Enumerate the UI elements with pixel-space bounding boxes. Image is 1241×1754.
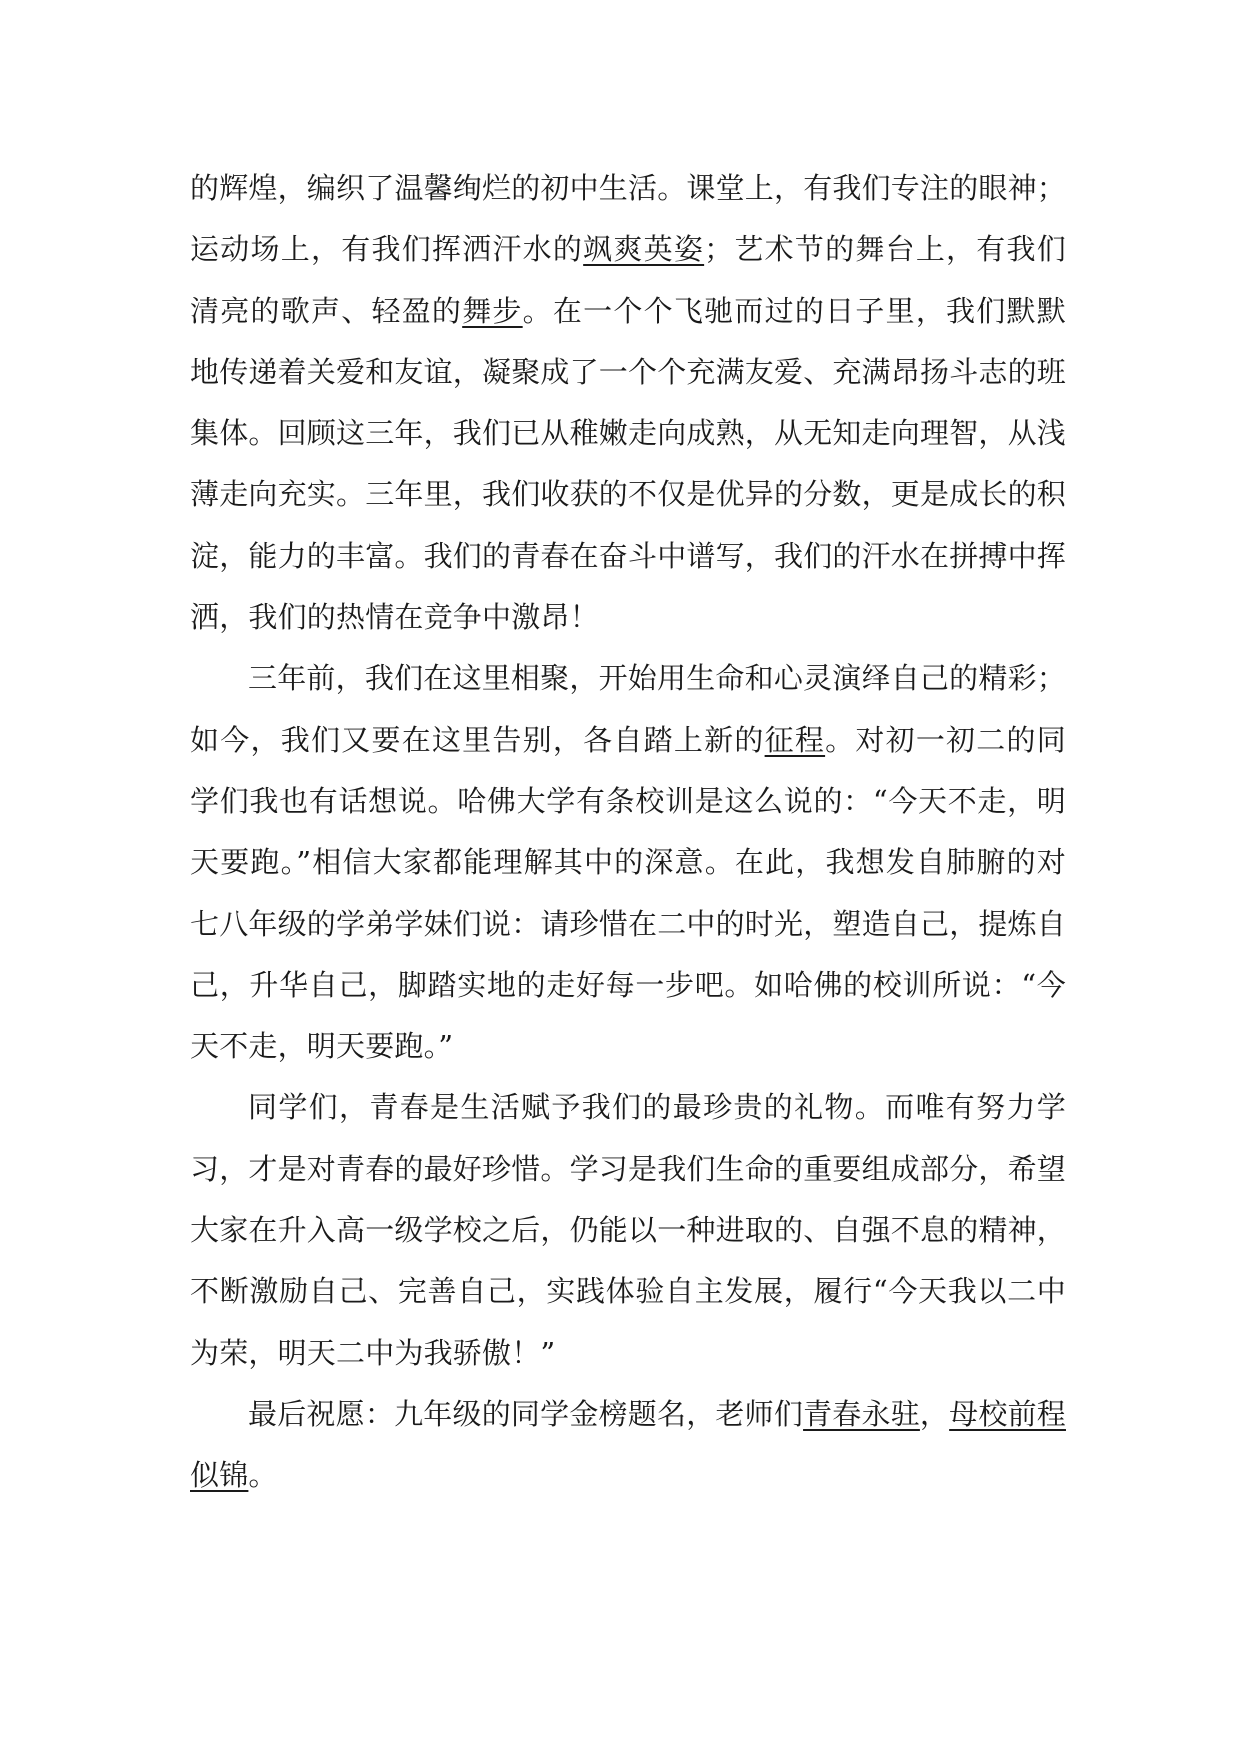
text-segment: ；艺术节的舞台上，有我们清亮的歌声、轻盈的 [190,232,1066,328]
text-segment: 最后祝愿：九年级的同学金榜题名，老师们 [248,1396,804,1431]
text-segment: 的辉煌，编织了温馨绚烂的初中生活。课堂上，有我们专注的眼神；运动场上，有我们挥洒汗水的 [190,171,1067,267]
text-segment: ， [919,1396,950,1431]
text-segment: 三年前，我们在这里相聚，开始用生命和心灵演绎自己的精彩；如今，我们又要在这里告别，各自踏上新的 [190,661,1066,757]
underlined-phrase: 青春永驻 [803,1396,920,1431]
underlined-phrase: 舞步 [462,293,523,328]
underlined-phrase: 飒爽英姿 [583,232,705,267]
text-segment: 。对初一初二的同学们我也有话想说。哈佛大学有条校训是这么说的：“今天不走，明天要跑。”相信大家都能理解其中的深意。在此，我想发自肺腑的对七八年级的学弟学妹们说：请珍惜在二中的时光，塑造自己，提炼自己，升华自己，脚踏实地的走好每一步吧。如哈佛的校训所说：“今天不走，明天要跑。” [190,722,1067,1064]
paragraph-2 [190,648,1066,1077]
underlined-phrase: 母校前程似锦 [190,1396,1066,1493]
underlined-phrase: 征程 [764,722,826,757]
text-segment: 同学们，青春是生活赋予我们的最珍贵的礼物。而唯有努力学习，才是对青春的最好珍惜。学习是我们生命的重要组成部分，希望大家在升入高一级学校之后，仍能以一种进取的、自强不息的精神，不断激励自己、完善自己，实践体验自主发展，履行“今天我以二中为荣，明天二中为我骄傲！” [190,1090,1067,1370]
paragraph-4 [190,1384,1066,1507]
text-segment: 。在一个个飞驰而过的日子里，我们默默地传递着关爱和友谊，凝聚成了一个个充满友爱、充满昂扬斗志的班集体。回顾这三年，我们已从稚嫩走向成熟，从无知走向理智，从浅薄走向充实。三年里，我们收获的不仅是优异的分数，更是成长的积淀，能力的丰富。我们的青春在奋斗中谱写，我们的汗水在拼搏中挥洒，我们的热情在竞争中激昂！ [190,293,1067,635]
text-segment: 。 [248,1458,278,1493]
body-text [190,158,1066,1507]
paragraph-1 [190,158,1066,648]
paragraph-3 [190,1077,1066,1383]
